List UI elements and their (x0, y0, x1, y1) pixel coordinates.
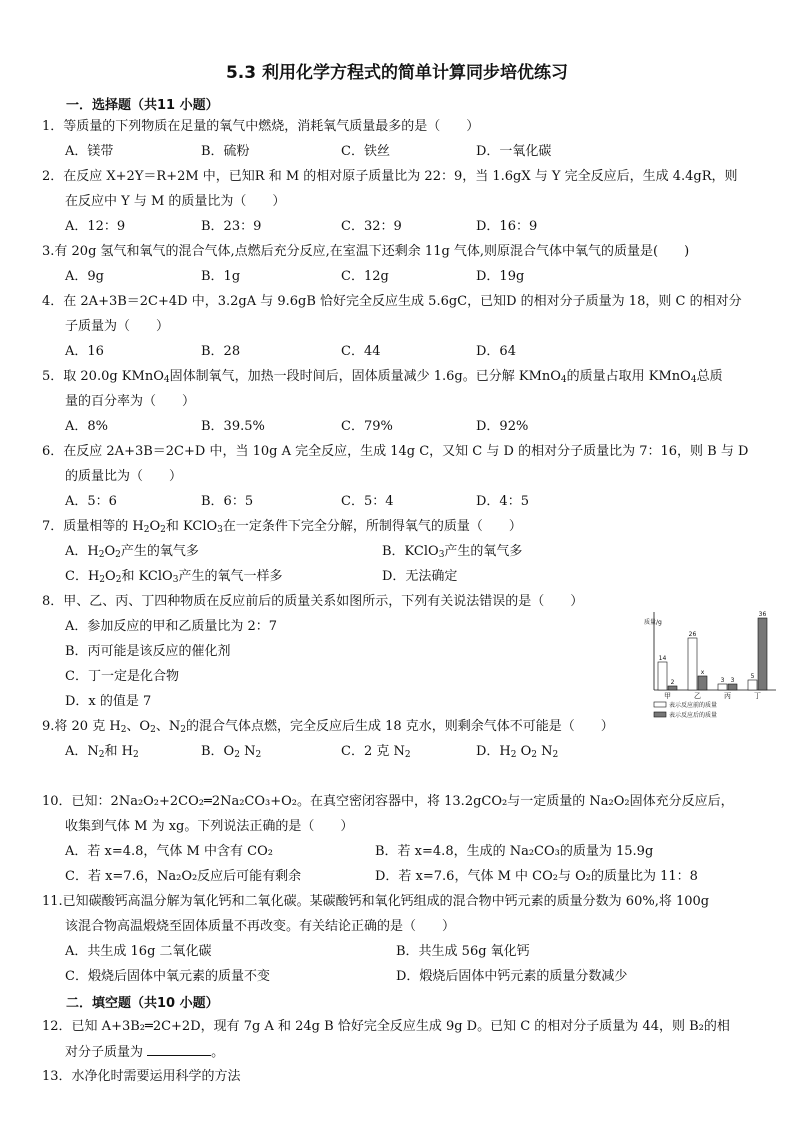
q7-option-d[interactable]: D．无法确定 (382, 569, 458, 584)
q10-option-d[interactable]: D．若 x=7.6，气体 M 中 CO₂与 O₂的质量比为 11：8 (375, 869, 698, 884)
q13-stem: 13．水净化时需要运用科学的方法 (42, 1069, 241, 1084)
category-label-0: 甲 (664, 692, 671, 700)
q4-stem-line1: 4．在 2A+3B＝2C+4D 中，3.2gA 与 9.6gB 恰好完全反应生成 5.6gC，已知D 的相对分子质量为 18，则 C 的相对分 (42, 294, 742, 309)
q8-option-c[interactable]: C．丁一定是化合物 (65, 669, 179, 684)
category-label-3: 丁 (754, 692, 761, 700)
q11-stem-line2: 该混合物高温煅烧至固体质量不再改变。有关结论正确的是（ ） (65, 919, 456, 934)
q1-option-c[interactable]: C．铁丝 (341, 144, 390, 159)
q2-stem-line1: 2．在反应 X+2Y＝R+2M 中，已知R 和 M 的相对原子质量比为 22：9，当 1.6gX 与 Y 完全反应后，生成 4.4gR，则 (42, 169, 738, 184)
q6-option-b[interactable]: B．6：5 (201, 494, 254, 509)
q8-option-d[interactable]: D．x 的值是 7 (65, 694, 152, 709)
q9-option-b[interactable]: B．$O_2$ $N_2$ (201, 744, 262, 760)
q2-option-b[interactable]: B．23：9 (201, 219, 262, 234)
q4-option-b[interactable]: B．28 (201, 344, 241, 359)
q6-option-c[interactable]: C．5：4 (341, 494, 394, 509)
mass-bar-chart (640, 608, 780, 730)
q8-stem: 8．甲、乙、丙、丁四种物质在反应前后的质量关系如图所示，下列有关说法错误的是（ ） (42, 594, 584, 609)
q5-stem-line2: 量的百分率为（ ） (65, 394, 196, 409)
q4-option-d[interactable]: D．64 (476, 344, 516, 359)
bar-before-3 (748, 680, 757, 690)
q11-option-a[interactable]: A．共生成 16g 二氧化碳 (65, 944, 212, 959)
q1-option-d[interactable]: D．一氧化碳 (476, 144, 552, 159)
q2-option-c[interactable]: C．32：9 (341, 219, 402, 234)
bar-before-0 (658, 662, 667, 690)
q4-option-c[interactable]: C．44 (341, 344, 381, 359)
q11-option-b[interactable]: B．共生成 56g 氧化钙 (396, 944, 530, 959)
q5-option-a[interactable]: A．8% (65, 419, 109, 434)
q3-stem: 3.有 20g 氢气和氧气的混合气体,点燃后充分反应,在室温下还剩余 11g 气体,则原混合气体中氧气的质量是( ) (42, 244, 690, 259)
category-label-2: 丙 (724, 692, 731, 700)
q7-option-a[interactable]: A．$H_2O_2$产生的氧气多 (65, 544, 199, 560)
mass-bar-chart-svg (640, 608, 780, 730)
legend-swatch-after (654, 712, 666, 717)
q6-stem-line1: 6．在反应 2A+3B＝2C+D 中，当 10g A 完全反应，生成 14g C，又知 C 与 D 的相对分子质量比为 7：16，则 B 与 D (42, 444, 749, 459)
bar-after-3 (758, 618, 767, 690)
bar-before-2 (718, 684, 727, 690)
chart-legend (654, 701, 717, 719)
q8-option-a[interactable]: A．参加反应的甲和乙质量比为 2：7 (65, 619, 278, 634)
q9-option-d[interactable]: D．$H_2$ $O_2$ $N_2$ (476, 744, 559, 760)
q4-stem-line2: 子质量为（ ） (65, 319, 170, 334)
q10-stem-line1: 10．已知：2Na₂O₂+2CO₂═2Na₂CO₃+O₂。在真空密闭容器中，将 13.2gCO₂与一定质量的 Na₂O₂固体充分反应后， (42, 794, 734, 809)
q3-option-a[interactable]: A．9g (65, 269, 104, 284)
q9-option-c[interactable]: C．2 克 $N_2$ (341, 744, 411, 760)
q11-option-d[interactable]: D．煅烧后固体中钙元素的质量分数减少 (396, 969, 628, 984)
q3-option-c[interactable]: C．12g (341, 269, 389, 284)
q6-option-a[interactable]: A．5：6 (65, 494, 117, 509)
q9-option-a[interactable]: A．$N_2$和 $H_2$ (65, 744, 139, 760)
q10-option-c[interactable]: C．若 x=7.6，Na₂O₂反应后可能有剩余 (65, 869, 302, 884)
q12-answer-blank[interactable] (147, 1043, 211, 1056)
q5-option-b[interactable]: B．39.5% (201, 419, 265, 434)
q12-stem-line2: 对分子质量为 。 (65, 1045, 225, 1060)
q6-stem-line2: 的质量比为（ ） (65, 469, 183, 484)
q10-stem-line2: 收集到气体 M 为 xg。下列说法正确的是（ ） (65, 819, 354, 834)
q5-option-c[interactable]: C．79% (341, 419, 393, 434)
bar-label-after-2: 3 (730, 677, 735, 684)
q7-option-b[interactable]: B．KClO$_3$产生的氧气多 (382, 544, 523, 560)
q1-stem: 1．等质量的下列物质在足量的氧气中燃烧，消耗氧气质量最多的是（ ） (42, 119, 480, 134)
q3-option-b[interactable]: B．1g (201, 269, 241, 284)
bar-after-1 (698, 676, 707, 690)
q11-option-c[interactable]: C．煅烧后固体中氧元素的质量不变 (65, 969, 270, 984)
bar-after-2 (728, 684, 737, 690)
q1-option-a[interactable]: A．镁带 (65, 144, 114, 159)
q7-stem: 7．质量相等的 $H_2O_2$和 KClO$_3$在一定条件下完全分解，所制得氧气的质量（ ） (42, 519, 522, 535)
bar-after-0 (668, 686, 677, 690)
q5-option-d[interactable]: D．92% (476, 419, 529, 434)
legend-label-before: 表示反应前的质量 (669, 702, 718, 709)
bar-label-before-0: 14 (658, 655, 667, 662)
section-heading-choice: 一．选择题（共11 小题） (66, 98, 219, 113)
q2-option-d[interactable]: D．16：9 (476, 219, 538, 234)
section-heading-fill: 二．填空题（共10 小题） (66, 996, 219, 1011)
bar-label-before-3: 5 (750, 673, 755, 680)
q11-stem-line1: 11.已知碳酸钙高温分解为氧化钙和二氧化碳。某碳酸钙和氧化钙组成的混合物中钙元素的质量分数为 60%,将 100g (42, 894, 710, 909)
bar-before-1 (688, 638, 697, 690)
q3-option-d[interactable]: D．19g (476, 269, 525, 284)
q2-option-a[interactable]: A．12：9 (65, 219, 126, 234)
page-title: 5.3 利用化学方程式的简单计算同步培优练习 (225, 63, 569, 83)
legend-label-after: 表示反应后的质量 (669, 712, 718, 719)
q8-option-b[interactable]: B．丙可能是该反应的催化剂 (65, 644, 231, 659)
category-label-1: 乙 (694, 692, 701, 700)
q6-option-d[interactable]: D．4：5 (476, 494, 529, 509)
bar-label-after-3: 36 (758, 611, 767, 618)
bar-label-before-1: 26 (688, 631, 697, 638)
q12-stem-line1: 12．已知 A+3B₂═2C+2D，现有 7g A 和 24g B 恰好完全反应生成 9g D。已知 C 的相对分子质量为 44，则 B₂的相 (42, 1019, 730, 1034)
bar-label-before-2: 3 (720, 677, 725, 684)
q9-stem: 9.将 20 克 $H_2$、$O_2$、$N_2$的混合气体点燃，完全反应后生成 18 克水，则剩余气体不可能是（ ） (42, 719, 614, 735)
q2-stem-line2: 在反应中 Y 与 M 的质量比为（ ） (65, 194, 286, 209)
q7-option-c[interactable]: C．$H_2O_2$和 KClO$_3$产生的氧气一样多 (65, 569, 283, 585)
q1-option-b[interactable]: B．硫粉 (201, 144, 250, 159)
legend-swatch-before (654, 702, 666, 707)
bar-label-after-1: x (700, 669, 705, 676)
chart-ylabel: 质量/g (644, 619, 662, 626)
q10-option-b[interactable]: B．若 x=4.8，生成的 Na₂CO₃的质量为 15.9g (375, 844, 654, 859)
q5-stem-line1: 5．取 20.0g KMnO$_4$固体制氧气，加热一段时间后，固体质量减少 1.6g。已分解 KMnO$_4$的质量占取用 KMnO$_4$总质 (42, 369, 723, 385)
q4-option-a[interactable]: A．16 (65, 344, 104, 359)
q10-option-a[interactable]: A．若 x=4.8，气体 M 中含有 CO₂ (65, 844, 273, 859)
bar-label-after-0: 2 (670, 679, 675, 686)
